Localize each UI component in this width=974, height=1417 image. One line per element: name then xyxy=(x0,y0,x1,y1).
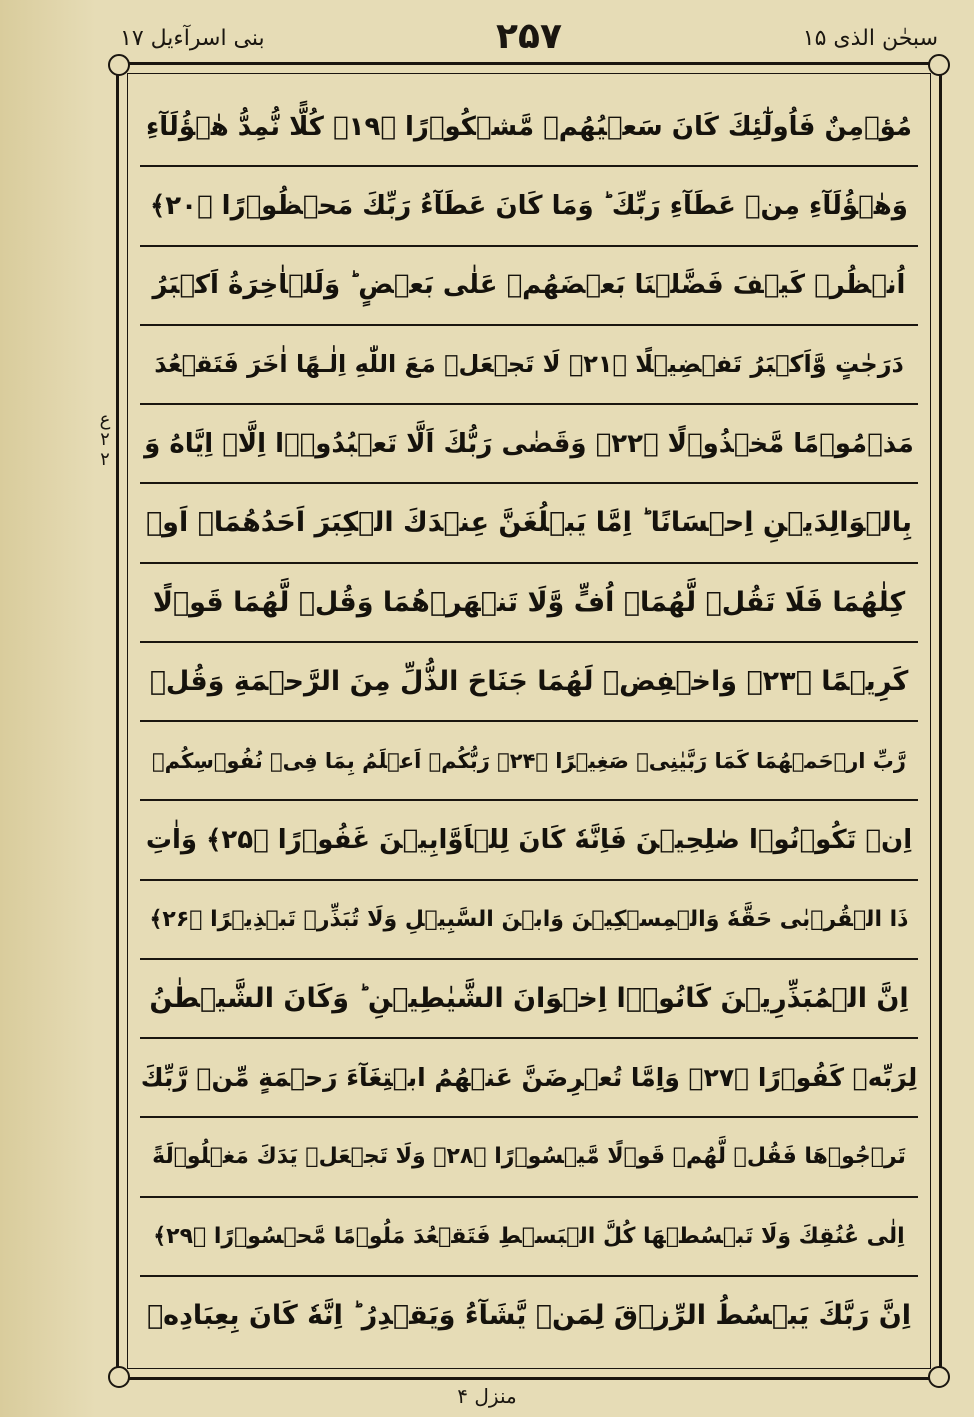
verse-line: مُؤۡمِنٌ فَاُولٰٓئِكَ كَانَ سَعۡیُهُمۡ مَّشۡكُوۡرًا ﴿۱۹﴾ كُلًّا نُّمِدُّ هٰۤؤُلَآءِ xyxy=(140,88,918,167)
verse-line: وَهٰۤؤُلَآءِ مِنۡ عَطَآءِ رَبِّكَ ؕ وَمَا كَانَ عَطَآءُ رَبِّكَ مَحۡظُوۡرًا ﴿۲۰﴾ xyxy=(140,167,918,246)
verse-line: مَذۡمُوۡمًا مَّخۡذُوۡلًا ﴿۲۲﴾ وَقَضٰى رَبُّكَ اَلَّا تَعۡبُدُوۡۤا اِلَّاۤ اِیَّاهُ وَ xyxy=(140,405,918,484)
verse-line: كِلٰهُمَا فَلَا تَقُلۡ لَّهُمَاۤ اُفٍّ وَّلَا تَنۡهَرۡهُمَا وَقُلۡ لَّهُمَا قَوۡلًا xyxy=(140,564,918,643)
page-header xyxy=(120,16,938,62)
verse-line: اُنۡظُرۡ كَیۡفَ فَضَّلۡنَا بَعۡضَهُمۡ عَلٰى بَعۡضٍ ؕ وَلَلۡاٰخِرَةُ اَكۡبَرُ xyxy=(140,247,918,326)
verse-line: اِلٰى عُنُقِكَ وَلَا تَبۡسُطۡهَا كُلَّ الۡبَسۡطِ فَتَقۡعُدَ مَلُوۡمًا مَّحۡسُوۡرًا ﴿۲۹﴾ xyxy=(140,1198,918,1277)
verse-line: كَرِیۡمًا ﴿۲۳﴾ وَاخۡفِضۡ لَهُمَا جَنَاحَ الذُّلِّ مِنَ الرَّحۡمَةِ وَقُلۡ xyxy=(140,643,918,722)
page-gutter xyxy=(0,0,96,1417)
verse-line: دَرَجٰتٍ وَّاَكۡبَرُ تَفۡضِیۡلًا ﴿۲۱﴾ لَا تَجۡعَلۡ مَعَ اللّٰهِ اِلٰـهًا اٰخَرَ فَتَقۡعُدَ xyxy=(140,326,918,405)
surah-title-header: بنی اسرآءیل ۱۷ xyxy=(120,26,265,51)
verse-line: تَرۡجُوۡهَا فَقُلۡ لَّهُمۡ قَوۡلًا مَّیۡسُوۡرًا ﴿۲۸﴾ وَلَا تَجۡعَلۡ یَدَكَ مَغۡلُوۡلَةً xyxy=(140,1118,918,1197)
frame-corner-ornament xyxy=(928,54,950,76)
manzil-footer: منزل ۴ xyxy=(457,1384,517,1408)
verse-line: بِالۡوَالِدَیۡنِ اِحۡسَانًا ؕ اِمَّا یَبۡلُغَنَّ عِنۡدَكَ الۡكِبَرَ اَحَدُهُمَاۤ اَوۡ xyxy=(140,484,918,563)
ruku-marker: ع ۲ ۲ xyxy=(99,409,111,470)
verse-line: رَّبِّ ارۡحَمۡهُمَا كَمَا رَبَّیٰنِیۡ صَغِیۡرًا ﴿۲۴﴾ رَبُّكُمۡ اَعۡلَمُ بِمَا فِیۡ نُفُوۡسِكُمۡ xyxy=(140,722,918,801)
verse-line: اِنَّ الۡمُبَذِّرِیۡنَ كَانُوۡۤا اِخۡوَانَ الشَّیٰطِیۡنِ ؕ وَكَانَ الشَّیۡطٰنُ xyxy=(140,960,918,1039)
verse-line: اِنۡ تَكُوۡنُوۡا صٰلِحِیۡنَ فَاِنَّهٗ كَانَ لِلۡاَوَّابِیۡنَ غَفُوۡرًا ﴿۲۵﴾ وَاٰتِ xyxy=(140,801,918,880)
verse-line: اِنَّ رَبَّكَ یَبۡسُطُ الرِّزۡقَ لِمَنۡ یَّشَآءُ وَیَقۡدِرُ ؕ اِنَّهٗ كَانَ بِعِبَادِهٖ xyxy=(146,1299,912,1331)
surah-name-header: سبحٰن الذی ۱۵ xyxy=(802,26,938,51)
text-frame xyxy=(116,62,942,1380)
text-frame-inner xyxy=(127,73,931,1369)
verse-line: ذَا الۡقُرۡبٰى حَقَّهٗ وَالۡمِسۡكِیۡنَ وَابۡنَ السَّبِیۡلِ وَلَا تُبَذِّرۡ تَبۡذِیۡرًا ﴿۲۶﴾ xyxy=(140,881,918,960)
frame-corner-ornament xyxy=(108,54,130,76)
verse-lines xyxy=(140,88,918,1354)
verse-line: لِرَبِّهٖ كَفُوۡرًا ﴿۲۷﴾ وَاِمَّا تُعۡرِضَنَّ عَنۡهُمُ ابۡتِغَآءَ رَحۡمَةٍ مِّنۡ رَّبِّكَ xyxy=(140,1039,918,1118)
page-number: ۲۵۷ xyxy=(496,16,562,57)
